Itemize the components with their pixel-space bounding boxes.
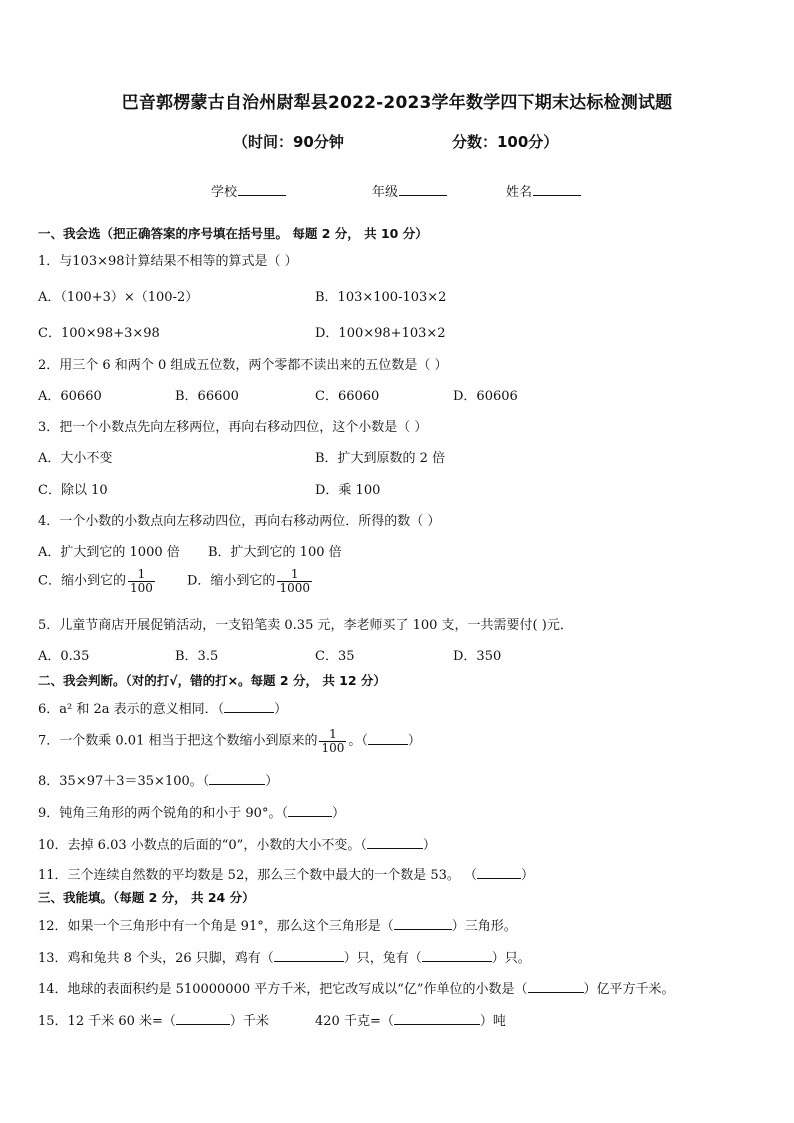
question-7-close: ） bbox=[407, 733, 421, 749]
school-blank[interactable] bbox=[238, 183, 286, 196]
question-12-blank[interactable] bbox=[394, 917, 452, 930]
question-1-option-d[interactable]: D．100×98+103×2 bbox=[315, 326, 446, 341]
question-4-option-c[interactable] bbox=[38, 568, 157, 594]
name-label: 姓名 bbox=[506, 185, 533, 200]
question-4-stem: 4．一个小数的小数点向左移动四位，再向右移动两位．所得的数（ ） bbox=[38, 514, 441, 529]
question-13 bbox=[38, 947, 531, 966]
school-field bbox=[211, 181, 286, 200]
question-12 bbox=[38, 915, 517, 934]
question-3-option-c[interactable]: C．除以 10 bbox=[38, 483, 108, 498]
question-1-option-a[interactable]: A．（100+3）×（100-2） bbox=[38, 290, 199, 305]
name-blank[interactable] bbox=[533, 183, 581, 196]
question-1-option-c[interactable]: C．100×98+3×98 bbox=[38, 326, 160, 341]
question-4-option-c-text: C．缩小到它的 bbox=[38, 573, 126, 589]
question-7-blank[interactable] bbox=[368, 732, 408, 745]
question-12-close: ）三角形。 bbox=[451, 919, 517, 934]
question-8-close: ） bbox=[265, 774, 279, 789]
fraction-numerator: 1 bbox=[329, 727, 337, 741]
question-9-close: ） bbox=[331, 806, 345, 821]
question-5-stem: 5．儿童节商店开展促销活动，一支铅笔卖 0.35 元，李老师买了 100 支，一共需要付( )元． bbox=[38, 618, 573, 633]
question-2-option-d[interactable]: D．60606 bbox=[453, 389, 518, 404]
question-13-text: 13．鸡和兔共 8 个头，26 只脚，鸡有（ bbox=[38, 951, 274, 966]
question-13-blank-chicken[interactable] bbox=[274, 949, 344, 962]
question-10-text: 10．去掉 6.03 小数点的后面的“0”，小数的大小不变。（ bbox=[38, 838, 367, 853]
fraction-denominator: 1000 bbox=[279, 580, 310, 595]
question-10 bbox=[38, 834, 436, 853]
question-4-option-a[interactable]: A．扩大到它的 1000 倍 bbox=[38, 545, 180, 560]
question-9-text: 9．钝角三角形的两个锐角的和小于 90°。（ bbox=[38, 806, 288, 821]
question-2-option-c[interactable]: C．66060 bbox=[315, 389, 380, 404]
question-4-option-d-text: D．缩小到它的 bbox=[187, 573, 276, 589]
grade-blank[interactable] bbox=[399, 183, 447, 196]
question-14 bbox=[38, 978, 675, 997]
school-label: 学校 bbox=[211, 185, 238, 200]
fraction-numerator: 1 bbox=[137, 567, 146, 581]
section-heading-1: 一、我会选（把正确答案的序号填在括号里。 每题 2 分， 共 10 分） bbox=[38, 226, 428, 241]
question-3-option-a[interactable]: A．大小不变 bbox=[38, 451, 113, 466]
question-5-option-d[interactable]: D．350 bbox=[453, 649, 502, 664]
question-7-text: 7．一个数乘 0.01 相当于把这个数缩小到原来的 bbox=[38, 733, 318, 749]
fraction-denominator: 100 bbox=[321, 740, 345, 755]
question-8 bbox=[38, 770, 278, 789]
question-11-text: 11．三个连续自然数的平均数是 52，那么三个数中最大的一个数是 53。 （ bbox=[38, 868, 478, 883]
question-1-stem: 1．与103×98计算结果不相等的算式是（ ） bbox=[38, 254, 298, 269]
question-15-blank-1[interactable] bbox=[176, 1012, 230, 1025]
question-4-option-b[interactable]: B．扩大到它的 100 倍 bbox=[208, 545, 342, 560]
question-4-option-d[interactable] bbox=[187, 568, 314, 594]
grade-label: 年级 bbox=[372, 185, 399, 200]
question-15-unit-1: ）千米 bbox=[229, 1014, 269, 1029]
question-2-stem: 2．用三个 6 和两个 0 组成五位数，两个零都不读出来的五位数是（ ） bbox=[38, 358, 448, 373]
page-title: 巴音郭楞蒙古自治州尉犁县2022-2023学年数学四下期末达标检测试题 bbox=[121, 93, 673, 113]
question-5-option-b[interactable]: B．3.5 bbox=[175, 649, 219, 664]
section-heading-3: 三、我能填。（每题 2 分， 共 24 分） bbox=[38, 890, 255, 905]
question-3-option-d[interactable]: D．乘 100 bbox=[315, 483, 381, 498]
question-5-option-a[interactable]: A．0.35 bbox=[38, 649, 90, 664]
question-2-option-a[interactable]: A．60660 bbox=[38, 389, 102, 404]
question-11-close: ） bbox=[521, 868, 535, 883]
question-6-text: 6．a² 和 2a 表示的意义相同．（ bbox=[38, 702, 225, 717]
question-1-option-b[interactable]: B．103×100-103×2 bbox=[315, 290, 447, 305]
question-9-blank[interactable] bbox=[288, 804, 332, 817]
question-9 bbox=[38, 802, 345, 821]
question-14-text: 14．地球的表面积约是 510000000 平方千米，把它改写成以“亿”作单位的小数是（ bbox=[38, 982, 528, 997]
fraction-1-1000 bbox=[277, 568, 312, 594]
fraction-1-100 bbox=[319, 728, 346, 754]
question-7 bbox=[38, 728, 421, 754]
question-5-option-c[interactable]: C．35 bbox=[315, 649, 355, 664]
fraction-denominator: 100 bbox=[129, 580, 153, 595]
question-14-blank[interactable] bbox=[528, 980, 584, 993]
question-3-option-b[interactable]: B．扩大到原数的 2 倍 bbox=[315, 451, 446, 466]
question-6-blank[interactable] bbox=[224, 700, 274, 713]
exam-score: 分数：100分） bbox=[452, 133, 559, 151]
fraction-numerator: 1 bbox=[290, 567, 299, 581]
grade-field bbox=[372, 181, 447, 200]
question-10-blank[interactable] bbox=[367, 836, 423, 849]
question-3-stem: 3．把一个小数点先向左移两位，再向右移动四位，这个小数是（ ） bbox=[38, 420, 428, 435]
question-14-close: ）亿平方千米。 bbox=[583, 982, 675, 997]
question-15-part-1 bbox=[38, 1010, 269, 1029]
section-heading-2: 二、我会判断。（对的打√，错的打×。每题 2 分， 共 12 分） bbox=[38, 673, 386, 688]
question-6-close: ） bbox=[274, 702, 288, 717]
question-13-mid: ）只，兔有（ bbox=[343, 951, 422, 966]
question-2-option-b[interactable]: B．66600 bbox=[175, 389, 239, 404]
question-15-blank-2[interactable] bbox=[394, 1012, 480, 1025]
question-13-close: ）只。 bbox=[491, 951, 531, 966]
question-8-text: 8．35×97＋3＝35×100。（ bbox=[38, 774, 210, 789]
exam-time: （时间：90分钟 bbox=[233, 133, 344, 151]
question-7-open: 。（ bbox=[348, 733, 368, 749]
question-11-blank[interactable] bbox=[477, 866, 521, 879]
question-11 bbox=[38, 864, 534, 883]
question-15-text-2: 420 千克=（ bbox=[315, 1014, 394, 1029]
question-10-close: ） bbox=[422, 838, 436, 853]
question-15-unit-2: ）吨 bbox=[479, 1014, 506, 1029]
question-15-part-2 bbox=[315, 1010, 506, 1029]
question-8-blank[interactable] bbox=[209, 772, 265, 785]
fraction-1-100 bbox=[128, 568, 155, 594]
question-6 bbox=[38, 698, 287, 717]
question-15-text-1: 15．12 千米 60 米=（ bbox=[38, 1014, 176, 1029]
name-field bbox=[506, 181, 581, 200]
question-12-text: 12．如果一个三角形中有一个角是 91°，那么这个三角形是（ bbox=[38, 919, 394, 934]
question-13-blank-rabbit[interactable] bbox=[422, 949, 492, 962]
